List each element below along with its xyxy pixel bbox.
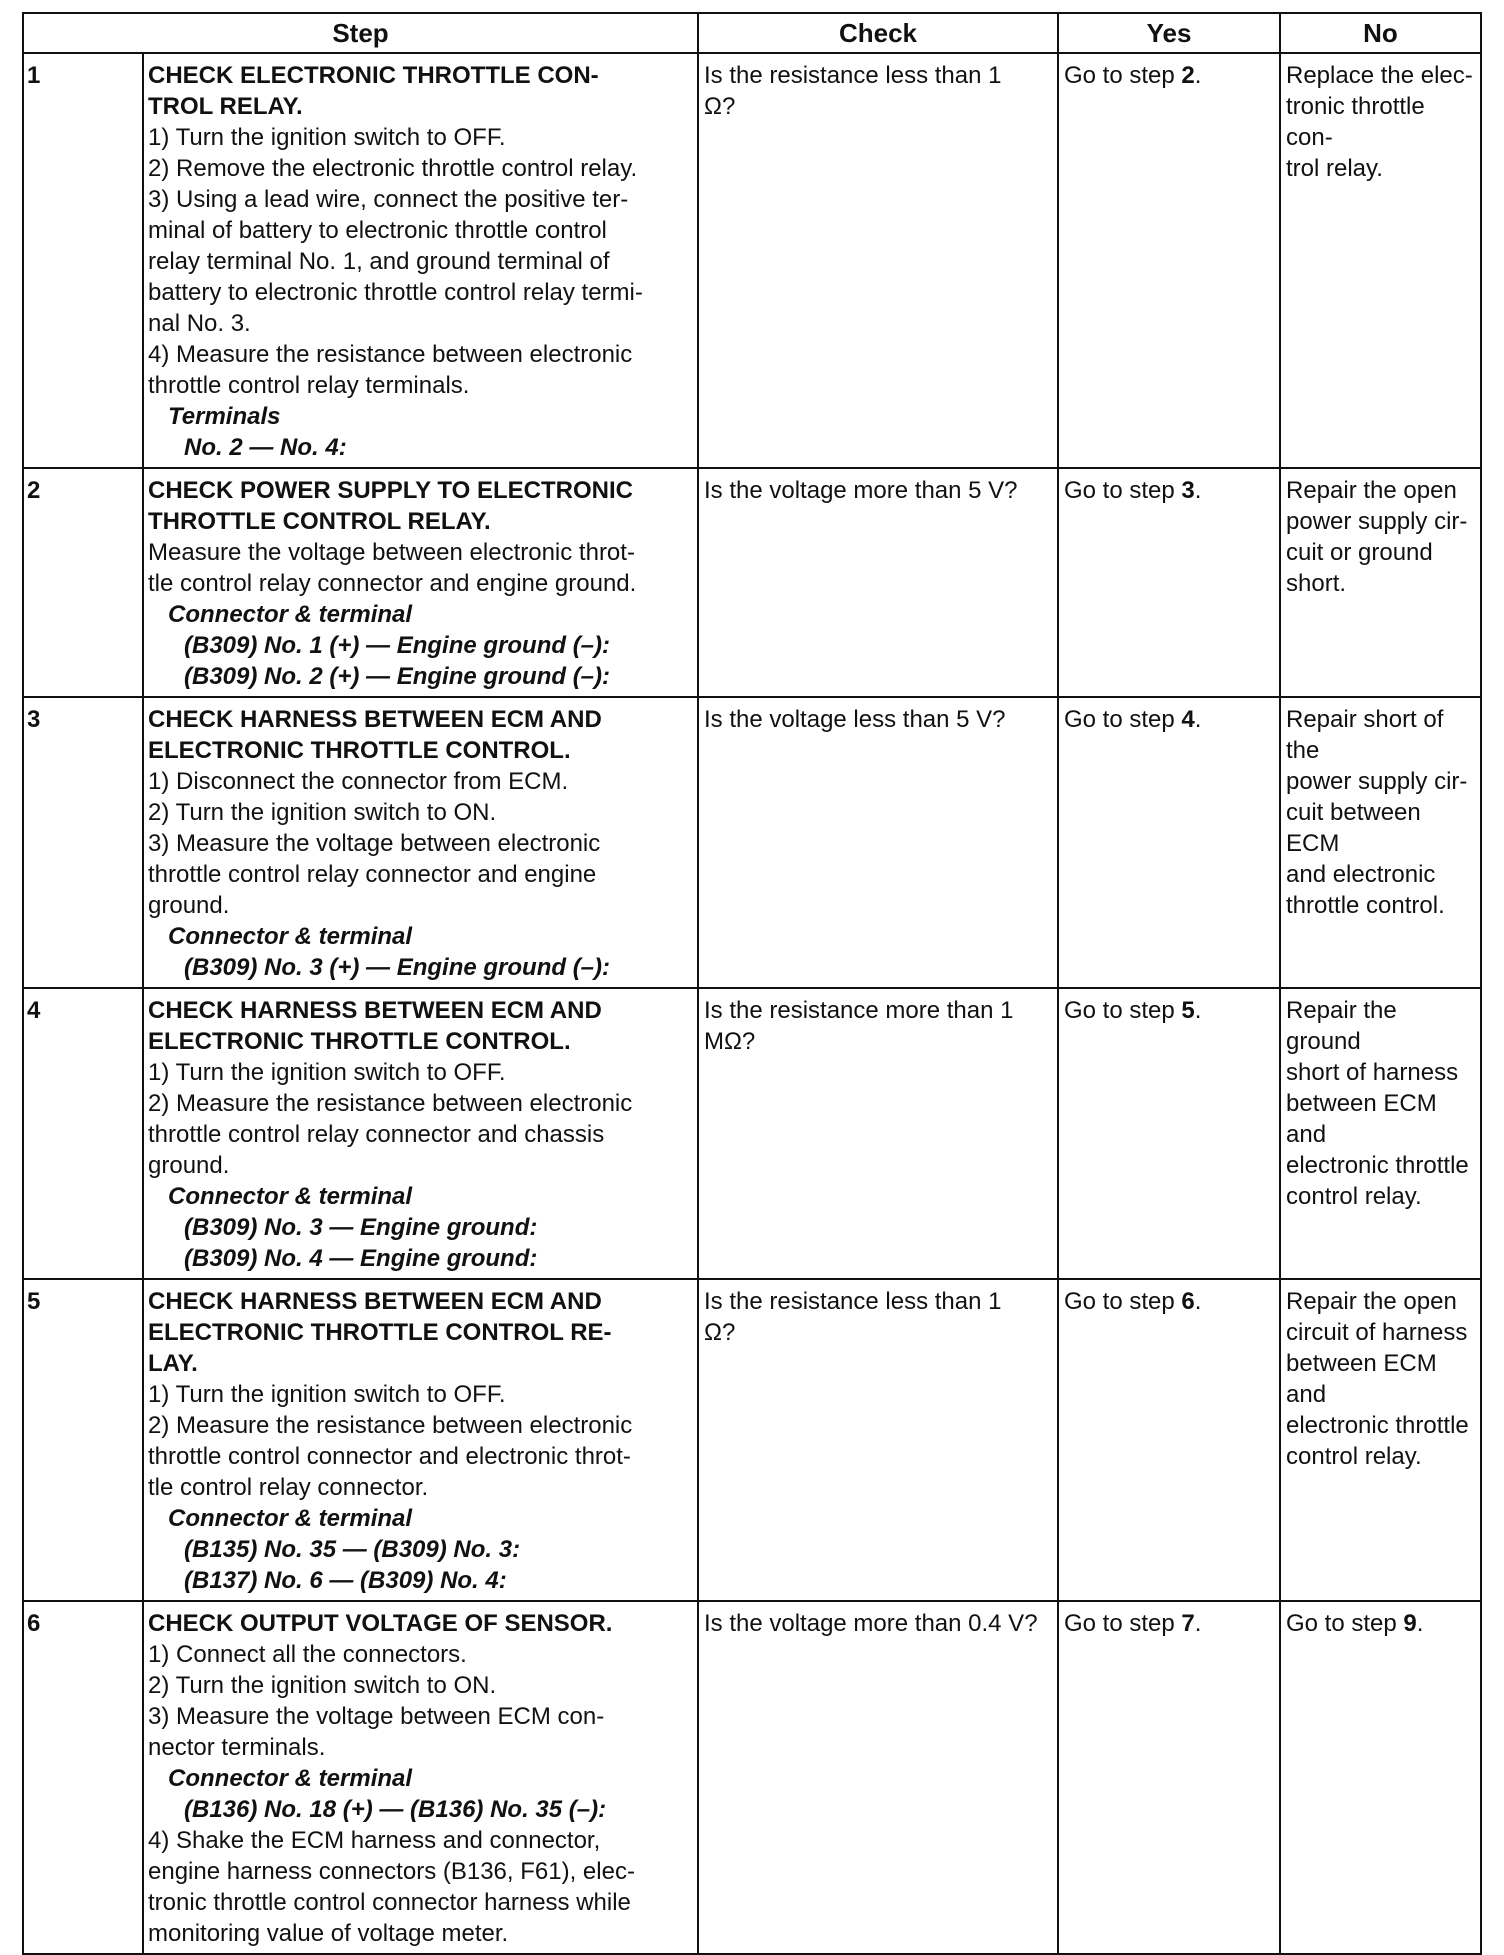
check-cell [698, 697, 1058, 988]
no-text: Repair the open [1286, 477, 1457, 504]
step-cell [143, 1279, 698, 1601]
yes-cell [1058, 1601, 1280, 1954]
step-instruction: engine harness connectors (B136, F61), elec- [148, 1858, 635, 1885]
table-row [23, 468, 1481, 697]
step-title: CHECK HARNESS BETWEEN ECM AND [148, 1288, 602, 1315]
check-text: Ω? [704, 1319, 736, 1346]
yes-step-number: 3 [1181, 477, 1195, 504]
no-text: electronic throttle [1286, 1412, 1469, 1439]
check-text: Is the resistance less than 1 [704, 1288, 1002, 1315]
step-instruction: 3) Measure the voltage between electronic [148, 830, 601, 857]
table-row [23, 697, 1481, 988]
step-instruction: throttle control connector and electronic throt- [148, 1443, 631, 1470]
step-number: 2 [23, 468, 143, 697]
yes-step-number: 5 [1181, 997, 1195, 1024]
check-cell [698, 53, 1058, 468]
step-instruction: 1) Turn the ignition switch to OFF. [148, 1059, 506, 1086]
header-check: Check [698, 13, 1058, 53]
yes-text: . [1194, 1610, 1202, 1637]
no-text: circuit of harness [1286, 1319, 1468, 1346]
step-number: 3 [23, 697, 143, 988]
step-number: 6 [23, 1601, 143, 1954]
step-instruction: nal No. 3. [148, 310, 251, 337]
table-row [23, 53, 1481, 468]
step-subheading: Connector & terminal [168, 1505, 413, 1532]
check-text: Is the voltage less than 5 V? [704, 706, 1006, 733]
no-cell [1280, 468, 1481, 697]
check-text: Is the resistance less than 1 [704, 62, 1002, 89]
header-yes: Yes [1058, 13, 1280, 53]
no-text: between ECM and [1286, 1090, 1437, 1148]
no-text: short. [1286, 570, 1347, 597]
step-subheading: Terminals [168, 403, 281, 430]
step-instruction: throttle control relay connector and chassis [148, 1121, 605, 1148]
yes-cell [1058, 53, 1280, 468]
step-number: 1 [23, 53, 143, 468]
step-terminal-spec: (B135) No. 35 — (B309) No. 3: [184, 1536, 521, 1563]
step-title: TROL RELAY. [148, 93, 303, 120]
step-title: ELECTRONIC THROTTLE CONTROL RE- [148, 1319, 612, 1346]
step-instruction: tronic throttle control connector harness while [148, 1889, 631, 1916]
step-cell [143, 988, 698, 1279]
no-text: between ECM and [1286, 1350, 1437, 1408]
check-text: Is the resistance more than 1 [704, 997, 1014, 1024]
step-instruction: 4) Shake the ECM harness and connector, [148, 1827, 601, 1854]
no-text: Replace the elec- [1286, 62, 1473, 89]
header-step: Step [23, 13, 698, 53]
step-instruction: 1) Connect all the connectors. [148, 1641, 467, 1668]
step-instruction: 2) Turn the ignition switch to ON. [148, 799, 497, 826]
step-title: CHECK HARNESS BETWEEN ECM AND [148, 997, 602, 1024]
step-subheading: Connector & terminal [168, 1765, 413, 1792]
step-terminal-spec: (B309) No. 1 (+) — Engine ground (–): [184, 632, 611, 659]
step-instruction: monitoring value of voltage meter. [148, 1920, 509, 1947]
header-no: No [1280, 13, 1481, 53]
step-title: ELECTRONIC THROTTLE CONTROL. [148, 737, 571, 764]
yes-step-number: 7 [1181, 1610, 1195, 1637]
step-title: CHECK OUTPUT VOLTAGE OF SENSOR. [148, 1610, 613, 1637]
no-text: and electronic [1286, 861, 1436, 888]
no-cell [1280, 697, 1481, 988]
yes-text: Go to step [1064, 1610, 1182, 1637]
check-text: Is the voltage more than 0.4 V? [704, 1610, 1038, 1637]
no-text: cuit or ground [1286, 539, 1433, 566]
no-text: power supply cir- [1286, 508, 1468, 535]
no-text: . [1416, 1610, 1424, 1637]
step-terminal-spec: (B309) No. 4 — Engine ground: [184, 1245, 538, 1272]
no-text: electronic throttle [1286, 1152, 1469, 1179]
check-cell [698, 1279, 1058, 1601]
no-text: control relay. [1286, 1183, 1422, 1210]
table-row [23, 988, 1481, 1279]
step-terminal-spec: (B309) No. 3 (+) — Engine ground (–): [184, 954, 611, 981]
diagnostic-procedure-sheet [22, 12, 1480, 1955]
step-instruction: tle control relay connector. [148, 1474, 429, 1501]
check-cell [698, 988, 1058, 1279]
step-title: ELECTRONIC THROTTLE CONTROL. [148, 1028, 571, 1055]
no-cell [1280, 1279, 1481, 1601]
no-text: throttle control. [1286, 892, 1445, 919]
step-instruction: Measure the voltage between electronic throt- [148, 539, 635, 566]
yes-text: Go to step [1064, 706, 1182, 733]
step-instruction: 1) Disconnect the connector from ECM. [148, 768, 569, 795]
yes-cell [1058, 988, 1280, 1279]
no-text: Repair the ground [1286, 997, 1397, 1055]
step-number: 5 [23, 1279, 143, 1601]
no-cell [1280, 1601, 1481, 1954]
step-title: LAY. [148, 1350, 198, 1377]
step-instruction: 2) Measure the resistance between electronic [148, 1412, 633, 1439]
no-text: power supply cir- [1286, 768, 1468, 795]
no-text: Repair short of the [1286, 706, 1444, 764]
step-instruction: 2) Turn the ignition switch to ON. [148, 1672, 497, 1699]
yes-text: . [1194, 706, 1202, 733]
yes-text: . [1194, 62, 1202, 89]
step-instruction: battery to electronic throttle control relay termi- [148, 279, 643, 306]
no-text: control relay. [1286, 1443, 1422, 1470]
step-instruction: 2) Remove the electronic throttle control relay. [148, 155, 638, 182]
step-cell [143, 1601, 698, 1954]
yes-text: Go to step [1064, 477, 1182, 504]
no-cell [1280, 988, 1481, 1279]
no-text: trol relay. [1286, 155, 1383, 182]
yes-step-number: 2 [1181, 62, 1195, 89]
table-body [23, 53, 1481, 1954]
no-cell [1280, 53, 1481, 468]
yes-text: Go to step [1064, 1288, 1182, 1315]
no-text: Go to step [1286, 1610, 1404, 1637]
step-instruction: minal of battery to electronic throttle control [148, 217, 607, 244]
step-instruction: nector terminals. [148, 1734, 326, 1761]
step-instruction: relay terminal No. 1, and ground terminal of [148, 248, 610, 275]
table-row [23, 1279, 1481, 1601]
yes-cell [1058, 1279, 1280, 1601]
table-row [23, 1601, 1481, 1954]
check-cell [698, 1601, 1058, 1954]
step-cell [143, 53, 698, 468]
yes-cell [1058, 468, 1280, 697]
step-instruction: ground. [148, 1152, 230, 1179]
no-text: tronic throttle con- [1286, 93, 1425, 151]
step-subheading: Connector & terminal [168, 923, 413, 950]
step-terminal-spec: (B137) No. 6 — (B309) No. 4: [184, 1567, 507, 1594]
check-text: Is the voltage more than 5 V? [704, 477, 1018, 504]
step-terminal-spec: No. 2 — No. 4: [184, 434, 347, 461]
step-subheading: Connector & terminal [168, 601, 413, 628]
diagnostic-table [22, 12, 1482, 1955]
yes-step-number: 6 [1181, 1288, 1195, 1315]
no-step-number: 9 [1403, 1610, 1417, 1637]
step-instruction: throttle control relay terminals. [148, 372, 470, 399]
yes-text: . [1194, 477, 1202, 504]
yes-text: Go to step [1064, 62, 1182, 89]
step-instruction: 3) Using a lead wire, connect the positive ter- [148, 186, 629, 213]
yes-step-number: 4 [1181, 706, 1195, 733]
check-text: Ω? [704, 93, 736, 120]
step-title: THROTTLE CONTROL RELAY. [148, 508, 491, 535]
check-cell [698, 468, 1058, 697]
step-number: 4 [23, 988, 143, 1279]
yes-text: . [1194, 997, 1202, 1024]
step-title: CHECK POWER SUPPLY TO ELECTRONIC [148, 477, 633, 504]
step-instruction: 1) Turn the ignition switch to OFF. [148, 1381, 506, 1408]
step-terminal-spec: (B309) No. 3 — Engine ground: [184, 1214, 538, 1241]
no-text: short of harness [1286, 1059, 1459, 1086]
step-terminal-spec: (B136) No. 18 (+) — (B136) No. 35 (–): [184, 1796, 607, 1823]
step-cell [143, 697, 698, 988]
step-instruction: ground. [148, 892, 230, 919]
step-instruction: tle control relay connector and engine ground. [148, 570, 637, 597]
step-title: CHECK ELECTRONIC THROTTLE CON- [148, 62, 599, 89]
yes-cell [1058, 697, 1280, 988]
step-instruction: 3) Measure the voltage between ECM con- [148, 1703, 605, 1730]
step-subheading: Connector & terminal [168, 1183, 413, 1210]
no-text: Repair the open [1286, 1288, 1457, 1315]
step-cell [143, 468, 698, 697]
header-row [23, 13, 1481, 53]
step-instruction: 2) Measure the resistance between electronic [148, 1090, 633, 1117]
step-title: CHECK HARNESS BETWEEN ECM AND [148, 706, 602, 733]
check-text: MΩ? [704, 1028, 756, 1055]
yes-text: . [1194, 1288, 1202, 1315]
step-instruction: 4) Measure the resistance between electronic [148, 341, 633, 368]
step-instruction: throttle control relay connector and engine [148, 861, 597, 888]
step-instruction: 1) Turn the ignition switch to OFF. [148, 124, 506, 151]
step-terminal-spec: (B309) No. 2 (+) — Engine ground (–): [184, 663, 611, 690]
no-text: cuit between ECM [1286, 799, 1421, 857]
yes-text: Go to step [1064, 997, 1182, 1024]
